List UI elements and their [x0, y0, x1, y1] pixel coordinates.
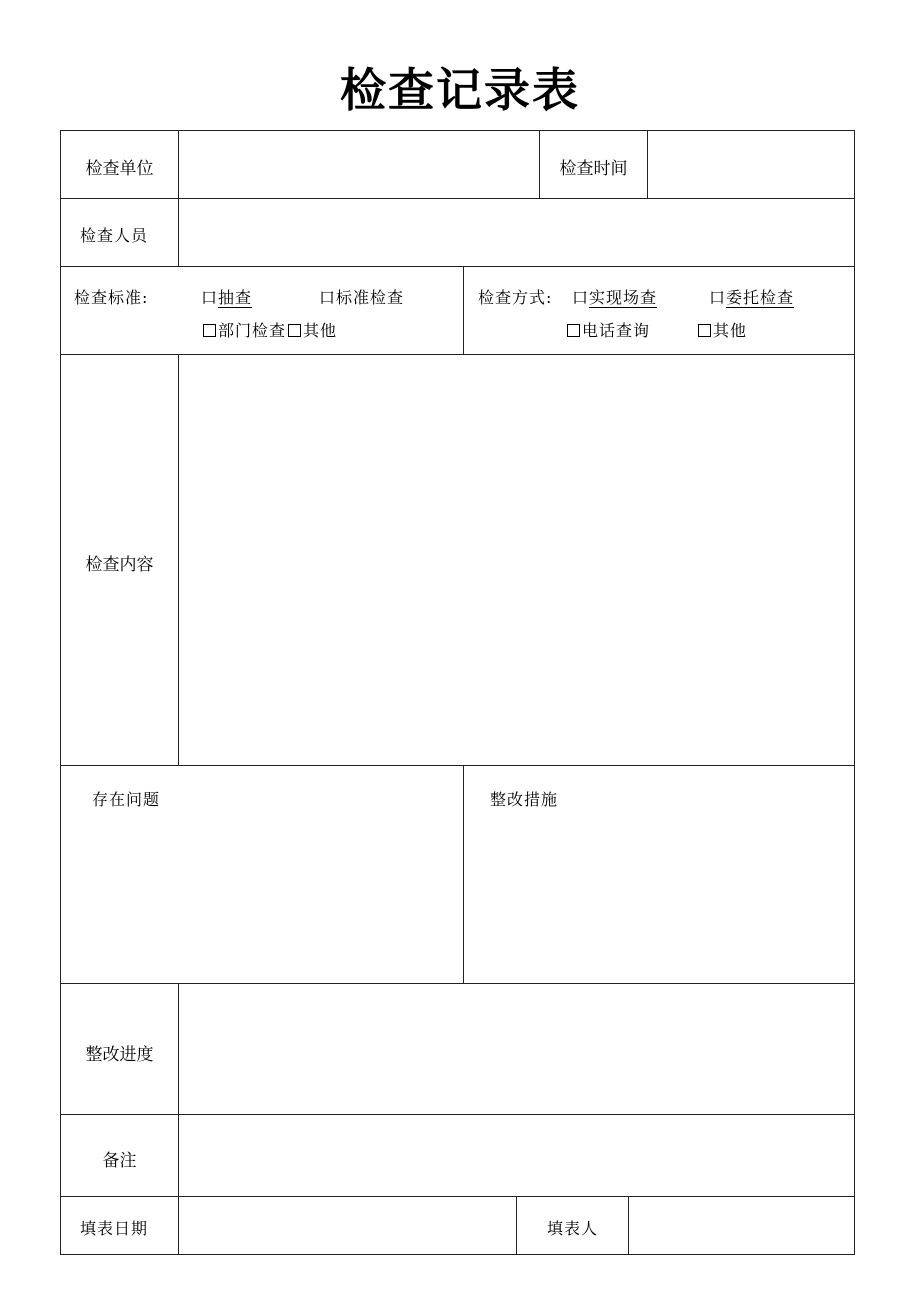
- option-standard-check[interactable]: [319, 285, 404, 308]
- option-entrusted-check-box: 口: [709, 288, 727, 307]
- phone-inquiry-checkbox[interactable]: [567, 324, 580, 337]
- option-department-check-label: 部门检查: [218, 321, 287, 340]
- option-standard-other-label: 其他: [303, 321, 338, 340]
- option-spot-check-label: 抽查: [218, 288, 253, 307]
- option-standard-check-label: 标准检查: [336, 288, 405, 307]
- option-onsite-check-label: 实现场查: [589, 288, 658, 307]
- option-method-other-label: 其他: [713, 321, 748, 340]
- standard-other-checkbox[interactable]: [288, 324, 301, 337]
- option-entrusted-check-label: 委托检查: [726, 288, 795, 307]
- label-inspection-unit: 检查单位: [85, 159, 154, 179]
- department-check-checkbox[interactable]: [203, 324, 216, 337]
- label-inspection-content: 检查内容: [85, 555, 154, 575]
- option-spot-check-box: 口: [201, 288, 219, 307]
- option-onsite-check[interactable]: [572, 285, 657, 308]
- label-existing-problems: 存在问题: [92, 790, 161, 809]
- existing-problems-area[interactable]: [92, 815, 452, 970]
- option-entrusted-check[interactable]: [709, 285, 794, 308]
- form-title: 检查记录表: [340, 63, 580, 117]
- label-rectification-progress: 整改进度: [85, 1045, 154, 1065]
- label-inspection-time: 检查时间: [559, 159, 628, 179]
- label-remarks: 备注: [102, 1151, 137, 1171]
- option-phone-inquiry-label: 电话查询: [582, 321, 651, 340]
- inspection-content-area[interactable]: [190, 370, 840, 750]
- method-other-checkbox[interactable]: [698, 324, 711, 337]
- label-inspection-personnel: 检查人员: [80, 226, 149, 245]
- option-method-other[interactable]: [698, 318, 747, 341]
- label-rectification-measures: 整改措施: [490, 790, 559, 809]
- rectification-progress-area[interactable]: [190, 1000, 840, 1100]
- option-phone-inquiry[interactable]: [567, 318, 650, 341]
- label-inspection-standard: 检查标准:: [74, 288, 149, 307]
- label-fill-date: 填表日期: [80, 1219, 149, 1238]
- option-department-check[interactable]: [203, 318, 337, 341]
- option-onsite-check-box: 口: [572, 288, 590, 307]
- remarks-area[interactable]: [190, 1130, 840, 1185]
- label-filler: 填表人: [546, 1219, 598, 1238]
- option-standard-check-box: 口: [319, 288, 337, 307]
- label-inspection-method: 检查方式:: [478, 288, 553, 307]
- rectification-measures-area[interactable]: [490, 815, 840, 970]
- option-spot-check[interactable]: [201, 285, 252, 308]
